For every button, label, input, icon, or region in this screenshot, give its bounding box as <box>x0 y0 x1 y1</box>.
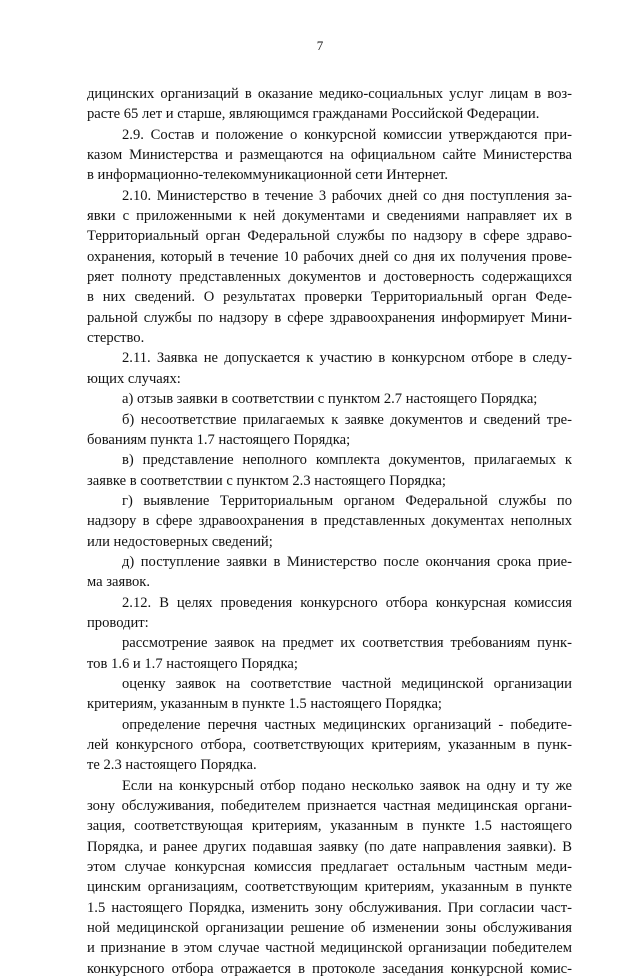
text-line: в них сведений. О результатах проверки Территориальный орган Феде- <box>87 289 572 306</box>
text-line: этом случае конкурсная комиссия предлагает остальным частным меди- <box>87 859 572 876</box>
text-line: стерство. <box>87 330 145 347</box>
text-line: рассмотрение заявок на предмет их соответствия требованиям пунк- <box>122 635 572 652</box>
text-line: надзору в сфере здравоохранения в представленных документах неполных <box>87 513 572 530</box>
text-line: д) поступление заявки в Министерство после окончания срока прие- <box>122 553 572 570</box>
text-line: конкурсного отбора отражается в протоколе заседания конкурсной комис- <box>87 960 572 977</box>
text-line: лей конкурсного отбора, соответствующих критериям, указанным в пунк- <box>87 737 572 753</box>
page-number: 7 <box>316 38 324 53</box>
text-line: и признание в этом случае частной медицинской организации победителем <box>87 940 572 957</box>
text-line: б) несоответствие прилагаемых к заявке документов и сведений тре- <box>122 411 572 428</box>
text-line: явки с приложенными к ней документами и сведениями направляет их в <box>87 208 572 225</box>
document-body <box>87 84 572 979</box>
text-line: охранения, который в течение 10 рабочих дней со дня их получения прове- <box>87 248 572 265</box>
text-line: тов 1.6 и 1.7 настоящего Порядка; <box>87 655 298 672</box>
text-line: казом Министерства и размещаются на официальном сайте Министерства <box>87 147 572 164</box>
text-line: в) представление неполного комплекта документов, прилагаемых к <box>122 452 572 469</box>
text-line: зация, соответствующая критериям, указанным в пункте 1.5 настоящего <box>87 818 572 835</box>
text-line: г) выявление Территориальным органом Федеральной службы по <box>122 492 572 509</box>
text-line: критериям, указанным в пункте 1.5 настоящего Порядка; <box>87 696 442 713</box>
text-line: или недостоверных сведений; <box>87 533 273 550</box>
text-line: Если на конкурсный отбор подано несколько заявок на одну и ту же <box>122 777 572 794</box>
text-line: 1.5 настоящего Порядка, изменить зону обслуживания. При согласии част- <box>87 899 572 916</box>
text-line: Порядка, и ранее других подавшая заявку (по дате направления заявки). В <box>87 838 572 855</box>
text-line: ной медицинской организации решение об изменении зоны обслуживания <box>87 920 572 937</box>
text-line: расте 65 лет и старше, являющимся гражданами Российской Федерации. <box>87 106 540 123</box>
text-line: оценку заявок на соответствие частной медицинской организации <box>122 675 572 692</box>
text-line: в информационно-телекоммуникационной сети Интернет. <box>87 167 448 184</box>
text-line: ющих случаях: <box>87 370 181 387</box>
text-line: цинским организациям, соответствующим критериям, указанным в пункте <box>87 879 572 896</box>
text-line: заявке в соответствии с пунктом 2.3 настоящего Порядка; <box>87 472 446 489</box>
text-line: 2.12. В целях проведения конкурсного отбора конкурсная комиссия <box>122 594 572 611</box>
text-line: 2.11. Заявка не допускается к участию в конкурсном отборе в следу- <box>122 350 572 367</box>
text-line: зону обслуживания, победителем признается частная медицинская органи- <box>87 798 572 815</box>
text-line: 2.9. Состав и положение о конкурсной комиссии утверждаются при- <box>122 126 572 143</box>
text-line: 2.10. Министерство в течение 3 рабочих дней со дня поступления за- <box>122 187 572 204</box>
text-line: определение перечня частных медицинских организаций - победите- <box>122 716 572 733</box>
text-line: ма заявок. <box>87 574 151 591</box>
text-line: ральной службы по надзору в сфере здравоохранения информирует Мини- <box>87 309 572 326</box>
text-line: Территориальный орган Федеральной службы по надзору в сфере здраво- <box>87 228 572 245</box>
text-line: проводит: <box>87 614 149 631</box>
text-line: дицинских организаций в оказание медико-социальных услуг лицам в воз- <box>87 86 572 102</box>
text-line: те 2.3 настоящего Порядка. <box>87 757 257 774</box>
text-line: бованиям пункта 1.7 настоящего Порядка; <box>87 431 351 448</box>
text-line: ряет полноту представленных документов и достоверность содержащихся <box>87 269 572 286</box>
text-line: а) отзыв заявки в соответствии с пунктом 2.7 настоящего Порядка; <box>122 391 538 408</box>
